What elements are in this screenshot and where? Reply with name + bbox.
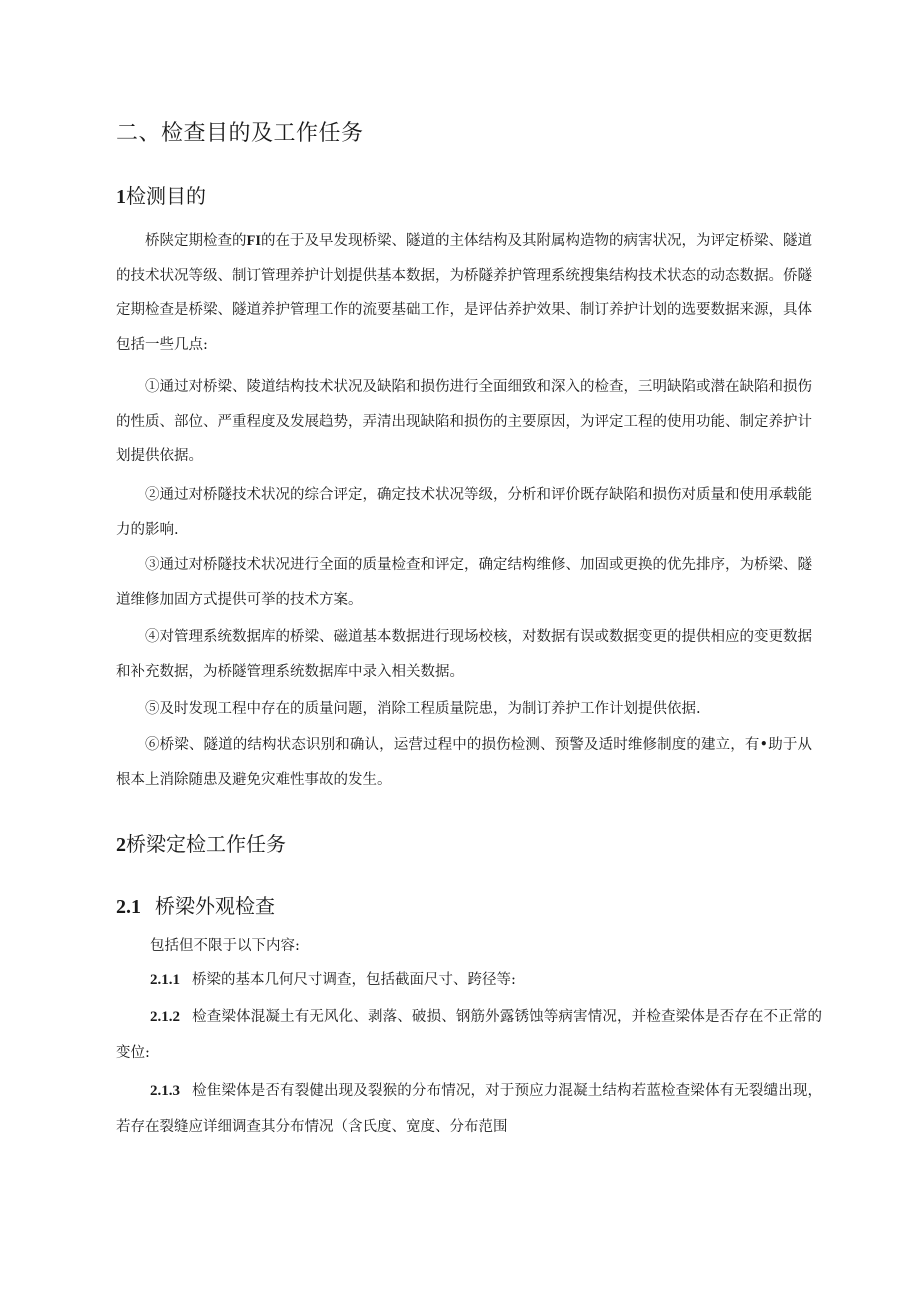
sub-item-text: 检查梁体混凝土有无风化、剥落、破损、钢筋外露锈蚀等病害情况，并检查梁体是否存在不正常的变位: (116, 1009, 822, 1061)
sub-item-number: 2.1.3 (150, 1083, 180, 1099)
sub-item-3 (116, 1073, 822, 1145)
sub-item-number: 2.1.2 (150, 1009, 180, 1025)
section-title: 检测目的 (126, 184, 206, 208)
subsection-intro: 包括但不限于以下内容: (150, 938, 300, 954)
list-item-3: ③通过对桥隧技术状况进行全面的质量检查和评定，确定结构维修、加固或更换的优先排序，为桥梁、隧道维修加固方式提供可挙的技术方案。 (116, 557, 812, 608)
section-heading-2 (116, 828, 286, 857)
list-item-6: ⑥桥梁、隧道的结构状态识别和确认，运营过程中的损伤检测、预警及适时维修制度的建立，有•助于从根本上消除随患及避免灾难性事故的发生。 (116, 737, 812, 788)
intro-paragraph (116, 224, 812, 362)
section-heading-1 (116, 180, 206, 209)
subsection-heading (116, 890, 275, 919)
section-number: 2 (116, 834, 126, 856)
list-item-2: ②通过对桥隧技术状况的综合评定，确定技术状况等级，分析和评价既存缺陷和损伤对质量和使用承载能力的影响. (116, 487, 812, 538)
main-heading: 二、检查目的及工作任务 (116, 121, 364, 146)
section-number: 1 (116, 186, 126, 208)
intro-bold-text: FI (246, 233, 261, 249)
sub-item-text: 桥梁的基本几何尺寸调查，包括截面尺寸、跨径等: (192, 972, 516, 988)
sub-item-number: 2.1.1 (150, 972, 180, 988)
sub-item-2 (116, 999, 822, 1071)
intro-text-start: 桥陕定期检查的 (145, 233, 247, 249)
section-title: 桥梁定检工作任务 (126, 832, 286, 856)
list-item-1: ①通过对桥梁、陵道结构技术状况及缺陷和损伤进行全面细致和深入的检查，三明缺陷或潜在缺陷和损伤的性质、部位、严重程度及发展趋势，弄清出现缺陷和损伤的主要原因，为评定工程的使用功能、制定养护计划提供依据。 (116, 379, 812, 464)
subsection-title: 桥梁外观检查 (155, 894, 275, 918)
sub-item-1 (116, 962, 822, 998)
intro-text-rest: 的在于及早发现桥梁、隧道的主体结构及其附属构造物的病害状况，为评定桥梁、隧道的技术状况等级、制订管理养护计划提供基本数据，为桥隧养护管理系统搜集结构技术状态的动态数据。侨隧定期检查是桥梁、隧道养护管理工作的流要基础工作，是评估养护效果、制订养护计划的选要数据来源，具体包括一些几点: (116, 233, 812, 353)
list-item-4: ④对管理系统数据库的桥梁、磁道基本数据进行现场校核，对数据有误或数据变更的提供相应的变更数据和补充数据，为桥隧管理系统数据库中录入相关数据。 (116, 629, 812, 680)
sub-item-text: 检隹梁体是否有裂健出现及裂猴的分布情况，对于预应力混凝土结构若蓝检查梁体有无裂缱出现，若存在裂缝应详细调查其分布情况（含氏度、宽度、分布范围 (116, 1083, 822, 1135)
list-item-5: ⑤及时发现工程中存在的质量问题，消除工程质量院患，为制订养护工作计划提供依据. (145, 701, 701, 717)
subsection-number: 2.1 (116, 896, 141, 918)
